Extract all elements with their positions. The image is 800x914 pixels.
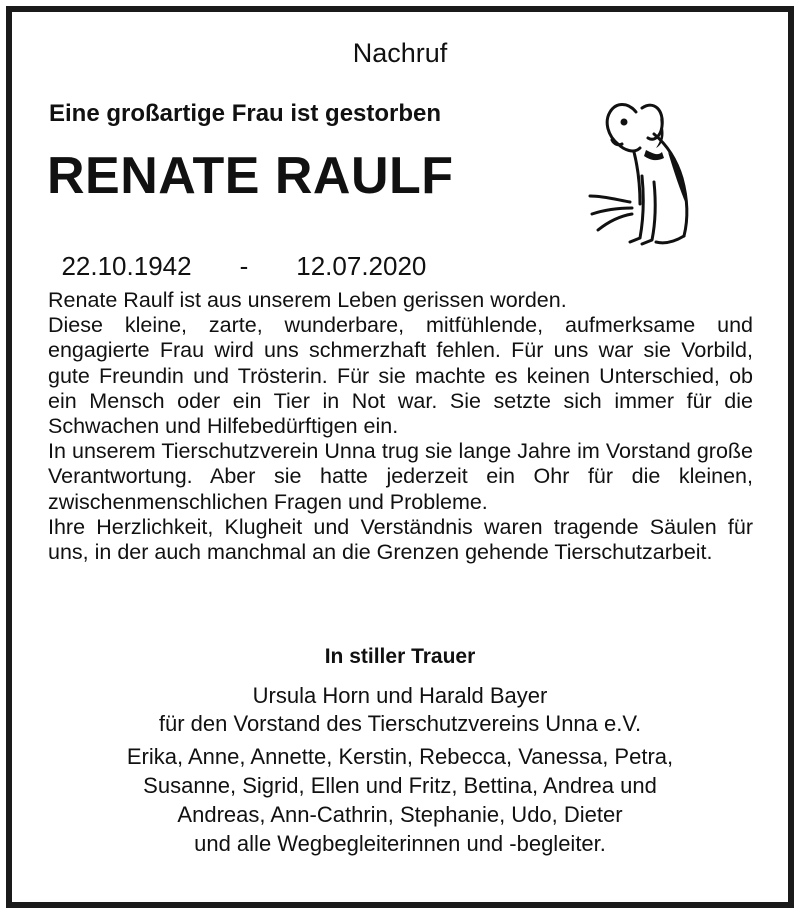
death-date: 12.07.2020 bbox=[296, 251, 427, 281]
body-paragraph: Diese kleine, zarte, wunderbare, mitfühlende, aufmerksame und engagierte Frau wird uns schmerzhaft fehlen. Für uns war sie Vorbild, gute Freundin und Trösterin. Für sie machte es keinen Unterschied, ob ein Mensch oder ein Tier in Not war. Sie setzte sich immer für die Schwachen und Hilfebedürftigen ein. bbox=[48, 313, 753, 439]
dog-icon bbox=[584, 92, 714, 252]
members-block bbox=[0, 742, 800, 858]
members-line: Erika, Anne, Annette, Kerstin, Rebecca, Vanessa, Petra, bbox=[126, 744, 674, 769]
members-line: und alle Wegbegleiterinnen und -begleiter. bbox=[194, 831, 606, 856]
members-line: Susanne, Sigrid, Ellen und Fritz, Bettina, Andrea und bbox=[143, 773, 657, 798]
signers-block bbox=[0, 682, 800, 738]
page-header: Nachruf bbox=[352, 38, 448, 68]
deceased-name: RENATE RAULF bbox=[47, 147, 454, 205]
signer-line: für den Vorstand des Tierschutzvereins Unna e.V. bbox=[158, 711, 642, 736]
members-line: Andreas, Ann-Cathrin, Stephanie, Udo, Dieter bbox=[177, 802, 623, 827]
life-dates bbox=[47, 220, 426, 282]
mourning-heading: In stiller Trauer bbox=[324, 645, 476, 668]
subtitle: Eine großartige Frau ist gestorben bbox=[49, 100, 442, 127]
body-paragraph: Renate Raulf ist aus unserem Leben gerissen worden. bbox=[48, 288, 567, 312]
body-paragraph: In unserem Tierschutzverein Unna trug sie lange Jahre im Vorstand große Verantwortung. Aber sie hatte jederzeit ein Ohr für die kleinen, zwischenmenschlichen Fragen und Probleme. bbox=[48, 439, 753, 514]
date-separator: - bbox=[239, 251, 249, 281]
signer-line: Ursula Horn und Harald Bayer bbox=[252, 683, 548, 708]
birth-date: 22.10.1942 bbox=[61, 251, 192, 281]
obituary-text bbox=[48, 288, 753, 565]
body-paragraph: Ihre Herzlichkeit, Klugheit und Verständnis waren tragende Säulen für uns, in der auch manchmal an die Grenzen gehende Tierschutzarbeit. bbox=[48, 514, 753, 565]
